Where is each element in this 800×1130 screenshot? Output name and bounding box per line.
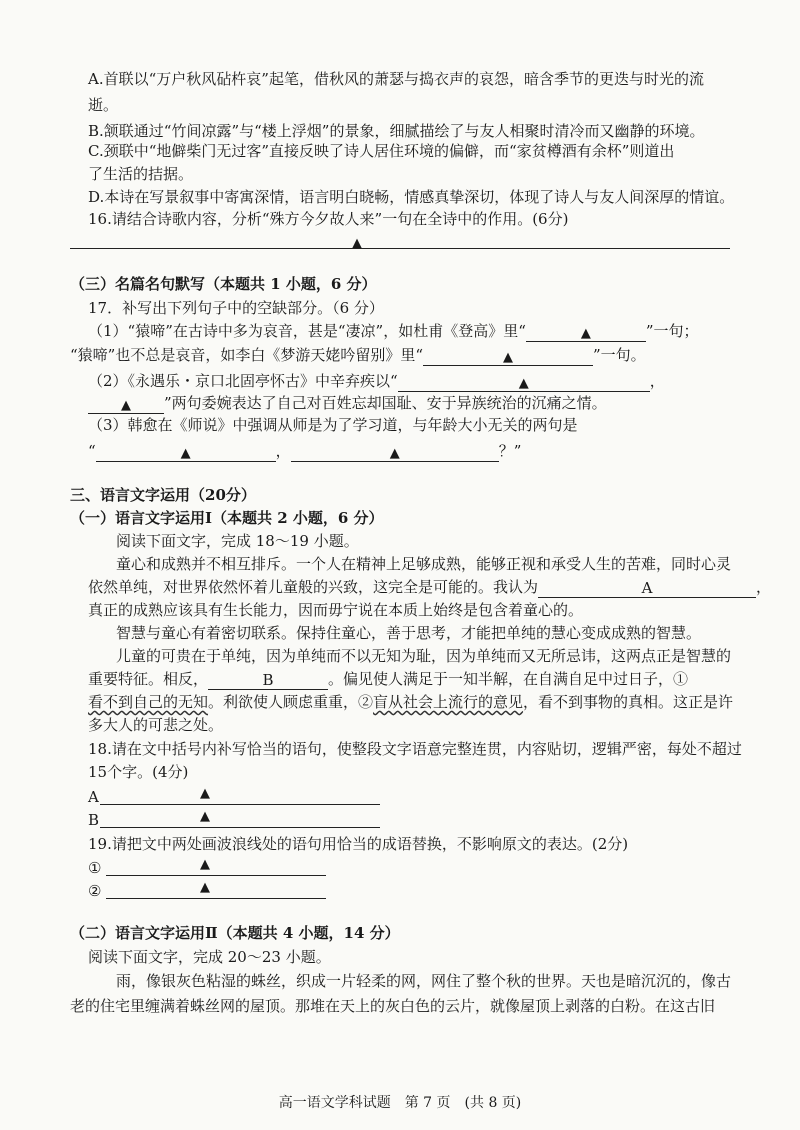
blank-17-1a[interactable]: ▲	[526, 323, 646, 342]
passage-4-line1: 雨，像银灰色粘湿的蛛丝，织成一片轻柔的网，网住了整个秋的世界。天也是暗沉沉的，像古	[116, 972, 732, 990]
question-19: 19.请把文中两处画波浪线处的语句用恰当的成语替换，不影响原文的表达。(2分)	[88, 835, 629, 853]
passage-3-line4: 多大人的可悲之处。	[88, 716, 224, 734]
passage-4-line2: 老的住宅里缠满着蛛丝网的屋顶。那堆在天上的灰白色的云片，就像屋顶上剥落的白粉。在这古旧	[70, 997, 716, 1015]
question-17-1-line2: “猿啼”也不总是哀音，如李白《梦游天姥吟留别》里“ ▲ ”一句。	[70, 346, 646, 365]
answer-18-b-label: B	[88, 811, 100, 829]
passage-2: 智慧与童心有着密切联系。保持住童心，善于思考，才能把单纯的慧心变成成熟的智慧。	[116, 624, 702, 642]
wavy-phrase-1: 看不到自己的无知	[88, 693, 209, 711]
wavy-phrase-2: 盲从社会上流行的意见	[373, 693, 524, 711]
passage-3-line3: 看不到自己的无知。利欲使人顾虑重重，②盲从社会上流行的意见，看不到事物的真相。这正是许	[88, 693, 734, 711]
question-17-3-line1: （3）韩愈在《师说》中强调从师是为了学习道，与年龄大小无关的两句是	[88, 416, 578, 434]
option-c-line1: C.颈联中“地僻柴门无过客”直接反映了诗人居住环境的偏僻，而“家贫樽酒有余杯”则道出	[88, 142, 675, 160]
question-16: 16.请结合诗歌内容，分析“殊方今夕故人来”一句在全诗中的作用。(6分)	[88, 210, 569, 228]
sub-section-two-heading: （二）语言文字运用Ⅱ（本题共 4 小题，14 分）	[70, 924, 400, 942]
blank-17-3b[interactable]: ▲	[291, 443, 499, 462]
answer-19-2-label: ②	[88, 882, 102, 900]
option-a-line2: 逝。	[88, 96, 119, 114]
read-instruction-2: 阅读下面文字，完成 20～23 小题。	[88, 948, 331, 966]
question-18-line2: 15个字。(4分)	[88, 763, 189, 781]
passage-1-line2: 依然单纯，对世界依然怀着儿童般的兴致，这完全是可能的。我认为 A ，	[88, 578, 772, 597]
section-three-sub-heading: （三）名篇名句默写（本题共 1 小题，6 分）	[70, 275, 377, 293]
answer-19-1-label: ①	[88, 859, 102, 877]
page-footer: 高一语文学科试题 第 7 页 (共 8 页)	[278, 1095, 522, 1111]
blank-a[interactable]: A	[538, 579, 756, 598]
answer-18-a-field[interactable]: ▲	[100, 786, 380, 805]
passage-1-line3: 真正的成熟应该具有生长能力，因而毋宁说在本质上始终是包含着童心的。	[88, 601, 584, 619]
passage-3-line1: 儿童的可贵在于单纯，因为单纯而不以无知为耻，因为单纯而又无所忌讳，这两点正是智慧的	[116, 647, 732, 665]
answer-line-16	[70, 248, 730, 249]
option-a-line1: A.首联以“万户秋风砧杵哀”起笔，借秋风的萧瑟与捣衣声的哀怨，暗含季节的更迭与时光的流	[88, 70, 704, 88]
blank-b[interactable]: B	[208, 671, 328, 690]
question-17-2-line1: （2）《永遇乐・京口北固亭怀古》中辛弃疾以“ ▲ ，	[88, 372, 665, 391]
blank-17-2b[interactable]: ▲	[88, 395, 164, 414]
blank-17-2a[interactable]: ▲	[398, 373, 650, 392]
answer-19-2-field[interactable]: ▲	[106, 880, 326, 899]
option-b: B.颔联通过“竹间凉露”与“楼上浮烟”的景象，细腻描绘了与友人相聚时清冷而又幽静的环境。	[88, 122, 705, 140]
question-17-3-line2: “ ▲ ， ▲ ？”	[88, 442, 522, 461]
blank-17-3a[interactable]: ▲	[96, 443, 276, 462]
passage-3-line2: 重要特征。相反， B 。偏见使人满足于一知半解，在自满自足中过日子，①	[88, 670, 689, 689]
blank-17-1b[interactable]: ▲	[423, 347, 593, 366]
answer-18-a-label: A	[88, 788, 99, 806]
question-17-2-line2: ▲ ”两句委婉表达了自己对百姓忘却国耻、安于异族统治的沉痛之情。	[88, 392, 607, 414]
question-17: 17．补写出下列句子中的空缺部分。（6 分）	[88, 299, 384, 317]
question-18-line1: 18.请在文中括号内补写恰当的语句，使整段文字语意完整连贯，内容贴切，逻辑严密，每处不超过	[88, 740, 742, 758]
question-17-1-line1: （1）“猿啼”在古诗中多为哀音，甚是“凄凉”，如杜甫《登高》里“ ▲ ”一句；	[88, 322, 699, 341]
sub-section-one-heading: （一）语言文字运用Ⅰ（本题共 2 小题，6 分）	[70, 509, 384, 527]
passage-1-line1: 童心和成熟并不相互排斥。一个人在精神上足够成熟，能够正视和承受人生的苦难，同时心灵	[116, 555, 732, 573]
option-c-line2: 了生活的拮据。	[88, 165, 194, 183]
option-d: D.本诗在写景叙事中寄寓深情，语言明白晓畅，情感真挚深切，体现了诗人与友人间深厚的情谊。	[88, 188, 735, 206]
section-three-heading: 三、语言文字运用（20分）	[70, 486, 256, 504]
answer-18-b-field[interactable]: ▲	[100, 809, 380, 828]
read-instruction-1: 阅读下面文字，完成 18～19 小题。	[116, 532, 359, 550]
answer-19-1-field[interactable]: ▲	[106, 857, 326, 876]
answer-marker-16: ▲	[352, 236, 362, 251]
